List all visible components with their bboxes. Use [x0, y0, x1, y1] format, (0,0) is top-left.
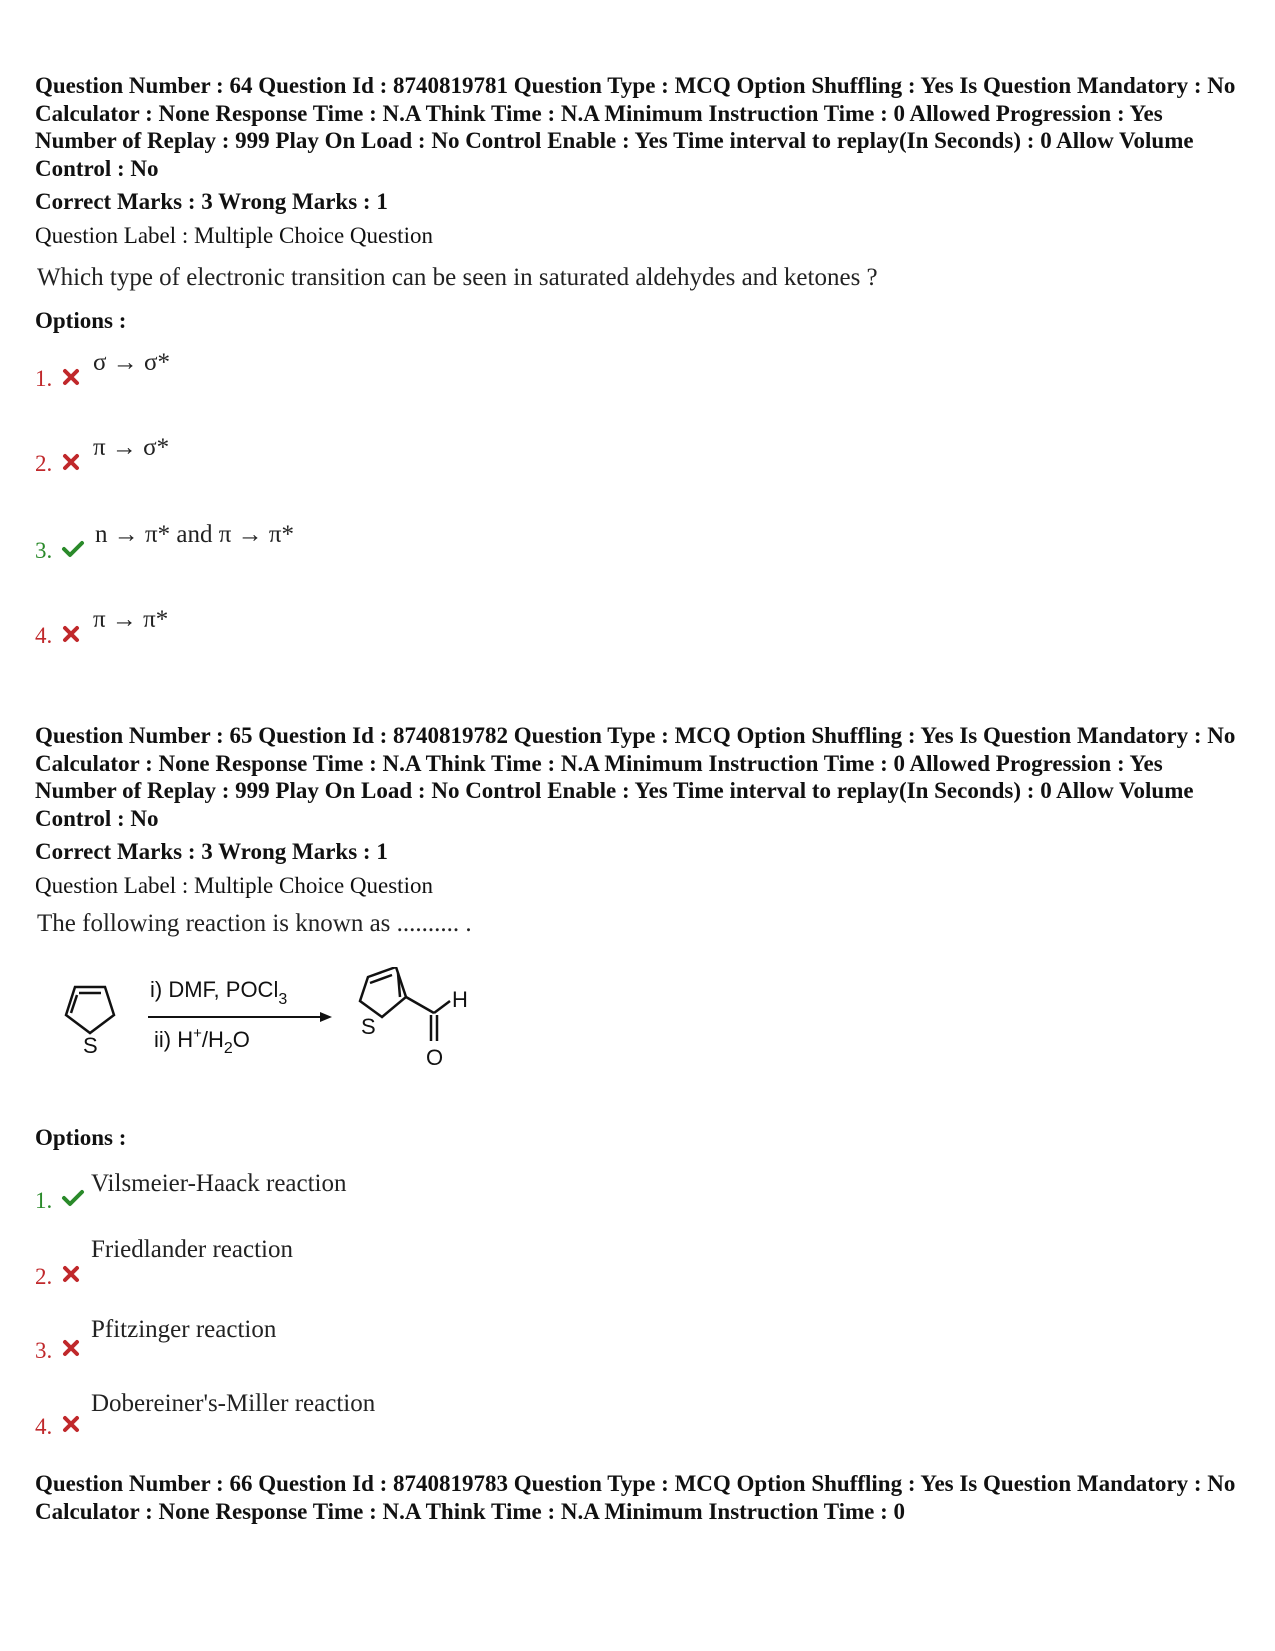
option-text: Dobereiner's-Miller reaction: [91, 1390, 376, 1417]
question-marks: Correct Marks : 3 Wrong Marks : 1: [35, 189, 388, 214]
atom-s-label: S: [361, 1014, 376, 1039]
question-64: [35, 72, 1240, 648]
vilsmeier-reaction-scheme: [50, 967, 530, 1107]
cross-icon: [61, 1338, 81, 1358]
reagent-1: i) DMF, POCl$_3$: [150, 977, 288, 1008]
option-text: Vilsmeier-Haack reaction: [91, 1170, 347, 1197]
question-meta: Question Number : 65 Question Id : 8740819782 Question Type : MCQ Option Shuffling : Yes Is Question Mandatory : No Calculator : None Response Time : N.A Think Time : N.A Minimum Instruction Time : 0 Allowed Progression : Yes Number of Replay : 999 Play On Load : No Control Enable : Yes Time interval to replay(In Seconds) : 0 Allow Volume Control : No: [35, 723, 1236, 831]
cross-icon: [61, 1264, 81, 1284]
cross-icon: [61, 624, 81, 644]
option-text: σ → σ*: [93, 349, 170, 376]
option-number: 4.: [35, 1414, 53, 1439]
option-number: 3.: [35, 538, 53, 563]
question-label: Question Label : Multiple Choice Question: [35, 873, 433, 898]
question-meta: Question Number : 64 Question Id : 8740819781 Question Type : MCQ Option Shuffling : Yes Is Question Mandatory : No Calculator : None Response Time : N.A Think Time : N.A Minimum Instruction Time : 0 Allowed Progression : Yes Number of Replay : 999 Play On Load : No Control Enable : Yes Time interval to replay(In Seconds) : 0 Allow Volume Control : No: [35, 73, 1236, 181]
option-number: 4.: [35, 623, 53, 648]
option-text: n → π* and π → π*: [95, 521, 294, 548]
question-66: [35, 1470, 1240, 1525]
atom-s-label: S: [83, 1033, 98, 1058]
cross-icon: [61, 367, 81, 387]
cross-icon: [61, 1414, 81, 1434]
option-number: 1.: [35, 1188, 53, 1213]
check-icon: [61, 539, 85, 559]
option-text: π → σ*: [93, 434, 170, 461]
question-65: [35, 722, 1240, 1439]
reaction-arrow: [148, 1012, 332, 1022]
options-title: Options :: [35, 308, 127, 333]
cross-icon: [61, 452, 81, 472]
check-icon: [61, 1188, 85, 1208]
option-number: 2.: [35, 451, 53, 476]
option-number: 3.: [35, 1338, 53, 1363]
option-text: Friedlander reaction: [91, 1236, 293, 1263]
thiophene-structure: [66, 987, 114, 1033]
question-text: The following reaction is known as .......... .: [37, 910, 472, 937]
question-text: Which type of electronic transition can be seen in saturated aldehydes and ketones ?: [37, 264, 878, 291]
option-number: 2.: [35, 1264, 53, 1289]
question-label: Question Label : Multiple Choice Question: [35, 223, 433, 248]
option-text: π → π*: [93, 606, 169, 633]
question-marks: Correct Marks : 3 Wrong Marks : 1: [35, 839, 388, 864]
options-title: Options :: [35, 1125, 127, 1150]
reagent-2: ii) $H^+/H_2O$: [154, 1025, 250, 1057]
atom-o-label: O: [426, 1045, 444, 1070]
atom-h-label: H: [452, 987, 468, 1012]
option-text: Pfitzinger reaction: [91, 1316, 277, 1343]
option-number: 1.: [35, 366, 53, 391]
question-meta: Question Number : 66 Question Id : 8740819783 Question Type : MCQ Option Shuffling : Yes Is Question Mandatory : No Calculator : None Response Time : N.A Think Time : N.A Minimum Instruction Time : 0: [35, 1471, 1236, 1524]
